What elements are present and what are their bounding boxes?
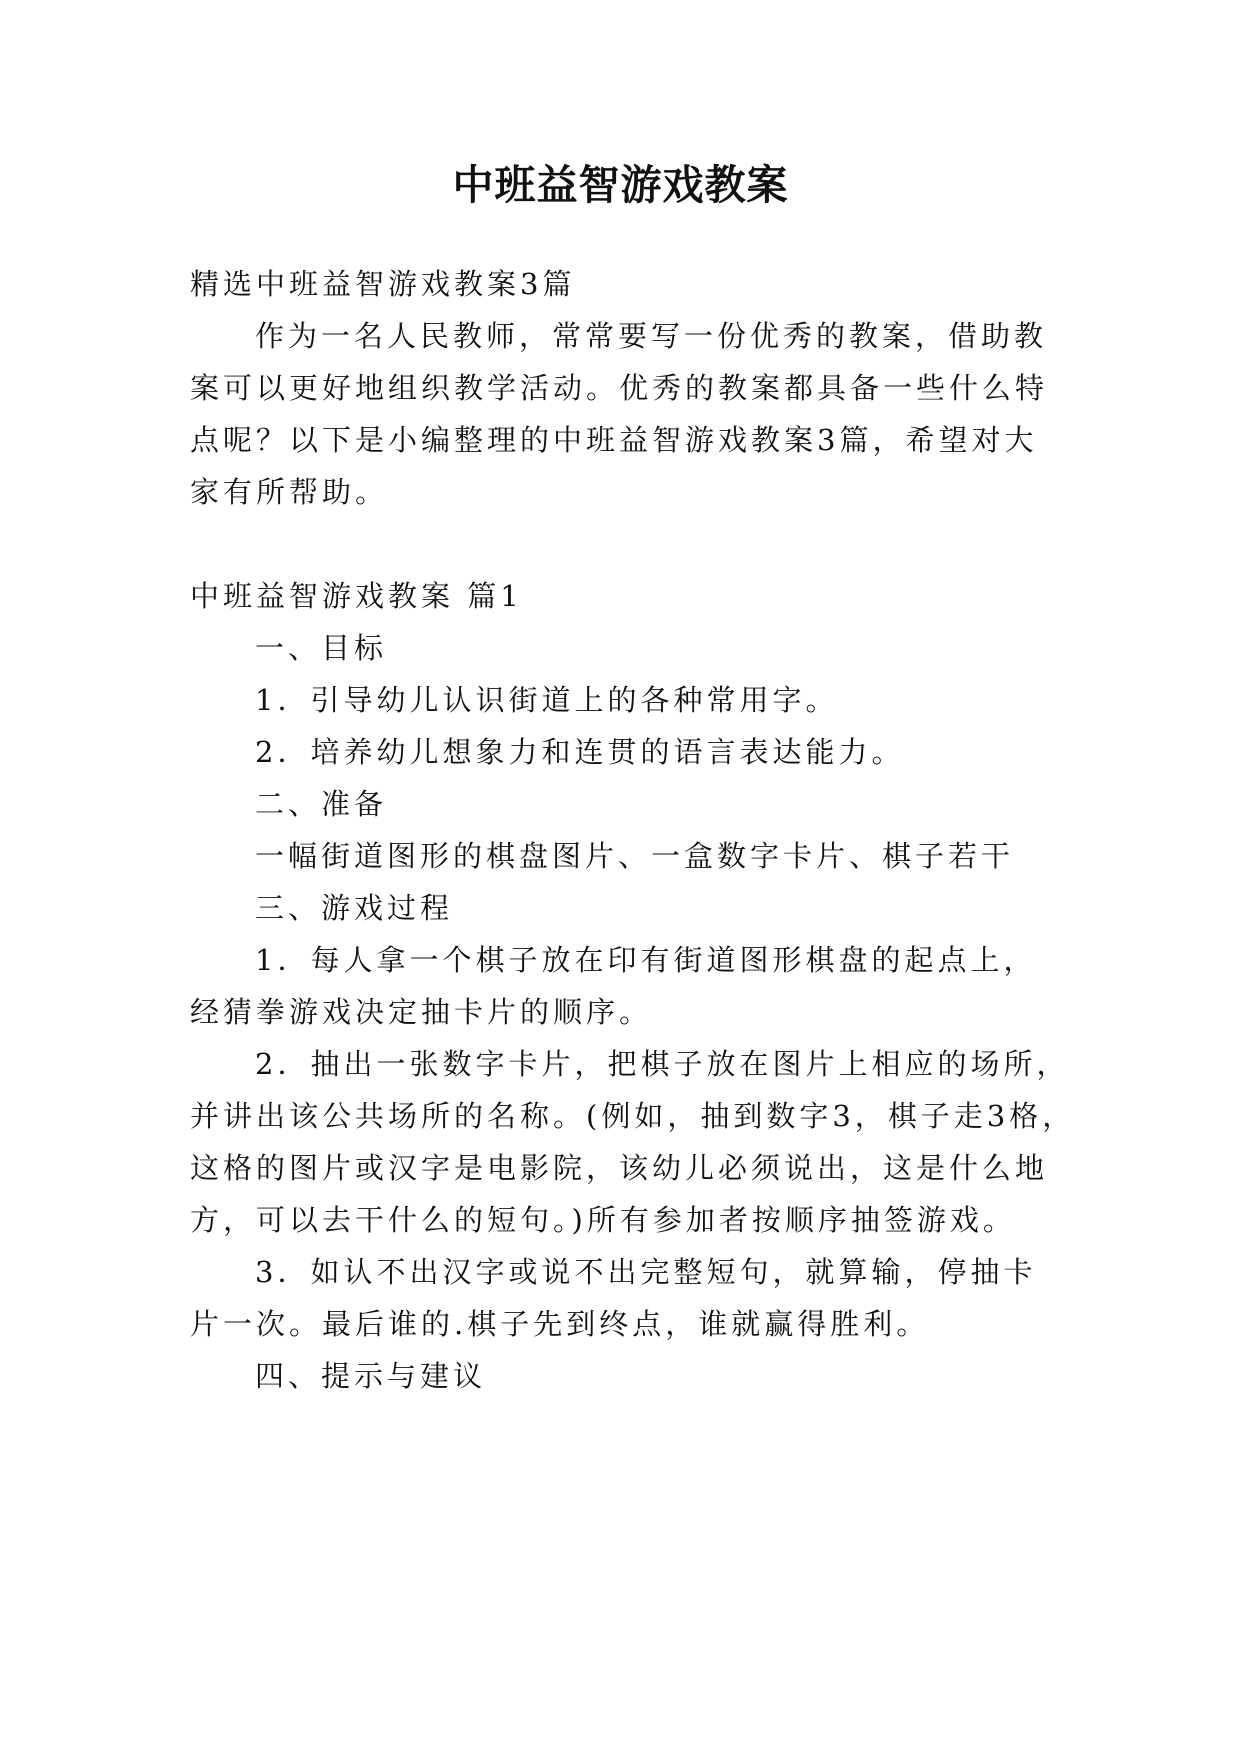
step1-line-1: 1．每人拿一个棋子放在印有街道图形棋盘的起点上， — [255, 943, 1037, 977]
intro-line-1: 作为一名人民教师，常常要写一份优秀的教案，借助教 — [255, 319, 1048, 353]
goal-item-1: 1．引导幼儿认识街道上的各种常用字。 — [255, 683, 839, 717]
goal-item-2: 2．培养幼儿想象力和连贯的语言表达能力。 — [255, 735, 905, 769]
intro-line-2: 案可以更好地组织教学活动。优秀的教案都具备一些什么特 — [190, 371, 1049, 405]
subtitle: 精选中班益智游戏教案3篇 — [190, 267, 576, 301]
prep-text: 一幅街道图形的棋盘图片、一盒数字卡片、棋子若干 — [255, 839, 1015, 873]
intro-line-3: 点呢？以下是小编整理的中班益智游戏教案3篇，希望对大 — [190, 423, 1038, 457]
tips-heading: 四、提示与建议 — [255, 1359, 487, 1393]
step2-line-1: 2．抽出一张数字卡片，把棋子放在图片上相应的场所， — [255, 1047, 1070, 1081]
step1-line-2: 经猜拳游戏决定抽卡片的顺序。 — [190, 995, 653, 1029]
process-heading: 三、游戏过程 — [255, 891, 454, 925]
section-heading: 中班益智游戏教案 篇1 — [190, 579, 523, 613]
step3-line-1: 3．如认不出汉字或说不出完整短句，就算输，停抽卡 — [255, 1255, 1037, 1289]
step2-line-4: 方，可以去干什么的短句。)所有参加者按顺序抽签游戏。 — [190, 1203, 1016, 1237]
step2-line-2: 并讲出该公共场所的名称。(例如，抽到数字3，棋子走3格， — [190, 1099, 1076, 1133]
prep-heading: 二、准备 — [255, 787, 388, 821]
goal-heading: 一、目标 — [255, 631, 388, 665]
step2-line-3: 这格的图片或汉字是电影院，该幼儿必须说出，这是什么地 — [190, 1151, 1049, 1185]
intro-line-4: 家有所帮助。 — [190, 475, 389, 509]
step3-line-2: 片一次。最后谁的.棋子先到终点，谁就赢得胜利。 — [190, 1307, 930, 1341]
page-title: 中班益智游戏教案 — [452, 161, 789, 209]
